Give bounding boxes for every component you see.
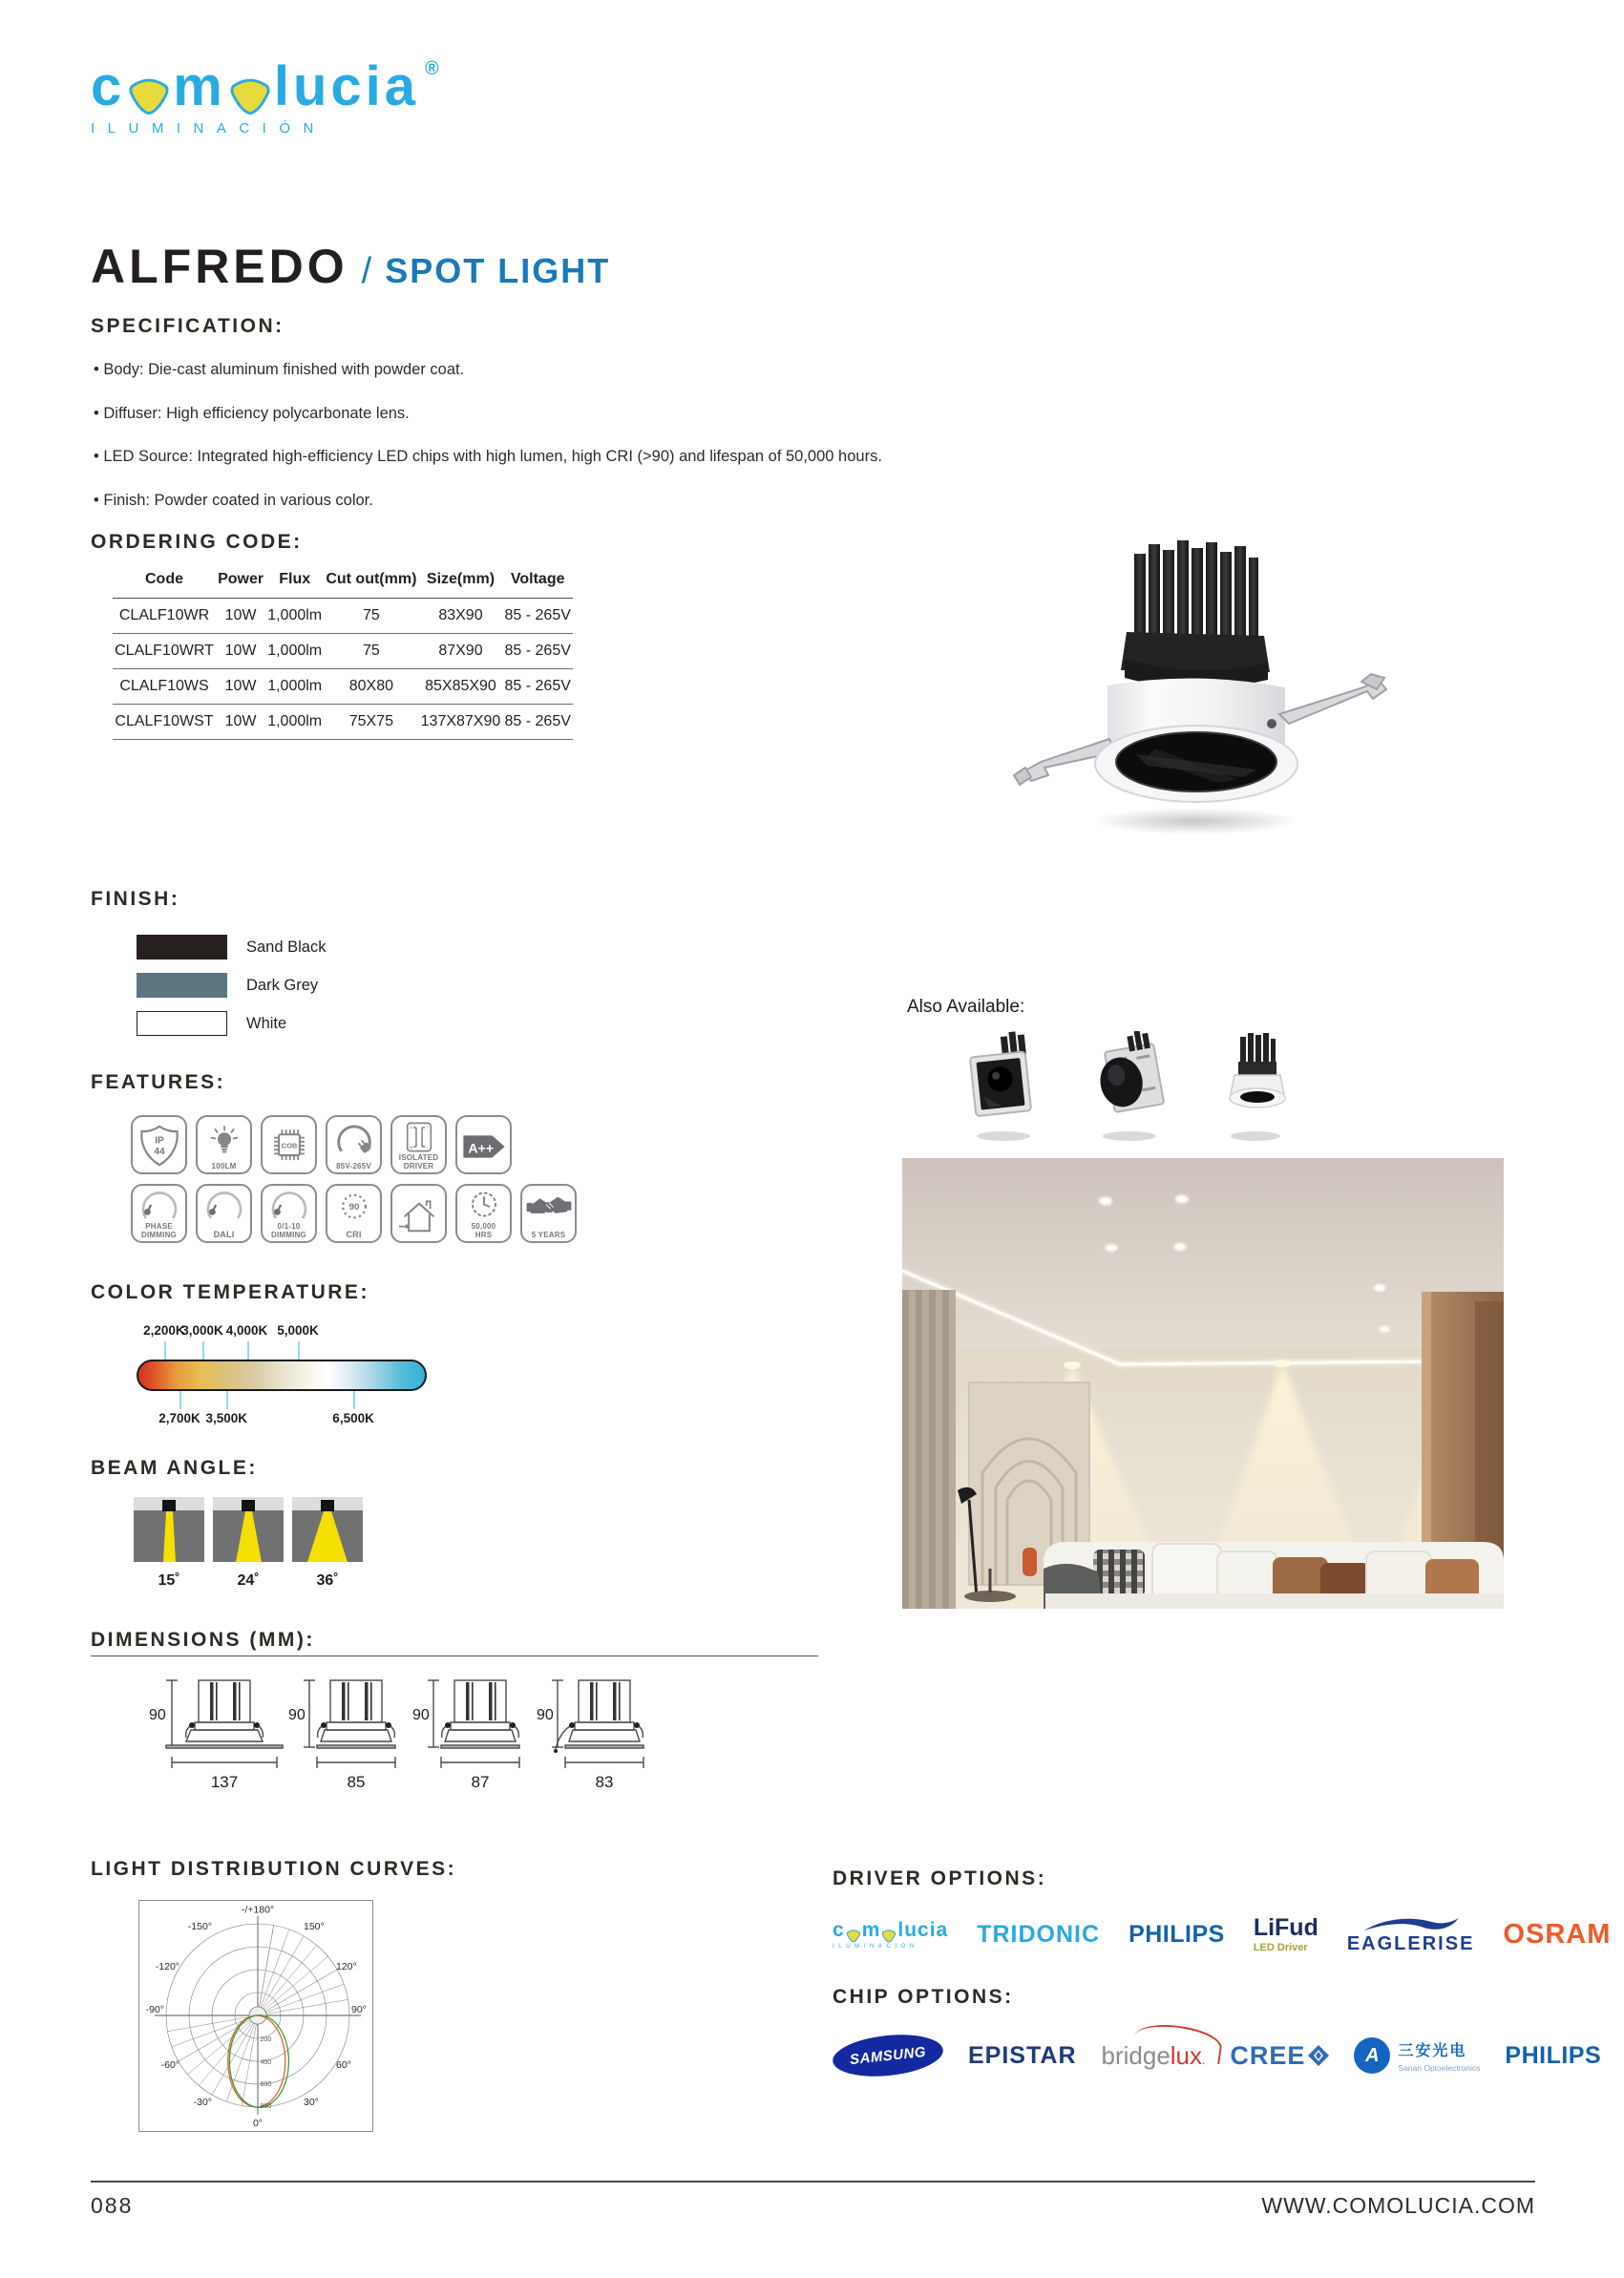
finish-label: Sand Black — [246, 938, 327, 956]
cct-label: 4,000K — [225, 1323, 268, 1338]
svg-text:90: 90 — [537, 1707, 554, 1723]
beam-diagram-24 — [213, 1497, 284, 1590]
spec-bullet: • LED Source: Integrated high-efficiency LED chips with high lumen, high CRI (>90) and lifespan of 50,000 hours. — [94, 448, 882, 465]
svg-text:-: - — [426, 1145, 428, 1150]
cct-tick — [179, 1391, 181, 1409]
brand-tagline: ILUMINACIÓN — [91, 120, 327, 137]
bridgelux-logo: bridgelux. — [1102, 2041, 1206, 2071]
feature-cob — [261, 1115, 317, 1174]
spec-bullet: • Body: Die-cast aluminum finished with powder coat. — [94, 361, 465, 378]
svg-text:30°: 30° — [304, 2097, 319, 2108]
cct-tick — [353, 1391, 355, 1409]
samsung-logo: SAMSUNG — [831, 2030, 945, 2081]
cell-cutout: 80X80 — [348, 678, 393, 694]
cell-flux: 1,000lm — [267, 713, 323, 729]
finish-option — [137, 928, 326, 966]
features-row-2 — [131, 1184, 577, 1243]
svg-text:-90°: -90° — [145, 2004, 164, 2015]
spec-bullet: • Finish: Powder coated in various color. — [94, 491, 373, 509]
registered-mark: ® — [425, 58, 443, 79]
cell-cutout: 75 — [362, 643, 380, 659]
cell-voltage: 85 - 265V — [504, 643, 571, 659]
dimmer-dial-icon — [137, 1189, 181, 1221]
spec-bullet: • Diffuser: High efficiency polycarbonate lens. — [94, 404, 410, 422]
cct-label: 3,000K — [181, 1323, 223, 1338]
feature-cri90: 90 CRI — [326, 1184, 382, 1243]
cct-label: 6,500K — [332, 1411, 374, 1425]
handshake-icon — [525, 1189, 573, 1223]
svg-text:IP: IP — [154, 1135, 164, 1147]
svg-text:L: L — [410, 1124, 412, 1129]
feature-voltage: 85V-265V — [326, 1115, 382, 1174]
svg-text:90: 90 — [288, 1707, 306, 1723]
brand-tagline: ILUMINACIÓN — [833, 1944, 918, 1950]
cell-voltage: 85 - 265V — [504, 678, 571, 694]
beam-cone-icon — [213, 1497, 284, 1562]
page-title — [91, 239, 610, 294]
beam-diagram-36 — [292, 1497, 363, 1590]
tridonic-logo: TRIDONIC — [977, 1920, 1101, 1948]
polar-diagram — [139, 1901, 372, 2131]
svg-text:120°: 120° — [336, 1961, 357, 1972]
dimension-drawing — [288, 1669, 412, 1795]
also-available-thumbnails — [960, 1031, 1299, 1144]
cree-diamond-icon — [1308, 2045, 1329, 2066]
specification-list — [94, 361, 882, 535]
col-header: Voltage — [510, 571, 565, 587]
beam-angle-value: 24˚ — [237, 1572, 260, 1589]
feature-dali: DALI — [196, 1184, 252, 1243]
svg-text:-60°: -60° — [160, 2059, 179, 2071]
logo-pick-icon — [846, 1928, 861, 1943]
cct-label: 5,000K — [277, 1323, 319, 1338]
cell-power: 10W — [224, 713, 257, 729]
col-header: Code — [145, 571, 183, 587]
cct-tick — [226, 1391, 228, 1409]
cell-voltage: 85 - 265V — [504, 607, 571, 623]
cell-power: 10W — [224, 607, 257, 623]
color-temperature-scale — [137, 1323, 427, 1428]
table-row — [113, 669, 573, 705]
cct-gradient-bar — [137, 1360, 427, 1391]
svg-text:60°: 60° — [336, 2059, 351, 2071]
dimmer-dial-icon — [202, 1189, 246, 1221]
page-number: 088 — [91, 2193, 134, 2218]
feature-ip44 — [131, 1115, 187, 1174]
cell-flux: 1,000lm — [267, 678, 323, 694]
comolucia-logo — [833, 1919, 948, 1950]
cell-code: CLALF10WRT — [115, 643, 214, 659]
features-heading: FEATURES: — [91, 1071, 226, 1093]
cell-flux: 1,000lm — [267, 643, 323, 659]
cell-code: CLALF10WS — [119, 678, 209, 694]
sanan-logo: A 三安光电 Sanan Optoelectronics — [1354, 2037, 1480, 2074]
bulb-icon — [202, 1120, 246, 1160]
svg-text:-150°: -150° — [187, 1921, 212, 1932]
driver-options-logos — [833, 1908, 1611, 1961]
website-url: WWW.COMOLUCIA.COM — [1261, 2193, 1535, 2218]
shield-icon — [135, 1120, 184, 1171]
ordering-table — [113, 565, 573, 740]
variant-photo-plate — [1086, 1031, 1173, 1144]
light-distribution-heading: LIGHT DISTRIBUTION CURVES: — [91, 1858, 457, 1880]
brand-logo — [91, 55, 443, 137]
also-available-label: Also Available: — [907, 997, 1025, 1017]
svg-text:137: 137 — [210, 1773, 239, 1791]
beam-angle-value: 36˚ — [316, 1572, 339, 1589]
svg-text:90: 90 — [348, 1202, 359, 1213]
finish-label: Dark Grey — [246, 976, 319, 994]
feature-100lm: 100LM — [196, 1115, 252, 1174]
finish-option — [137, 1004, 326, 1043]
beam-cone-icon — [292, 1497, 363, 1562]
feature-indoor-use — [390, 1184, 447, 1243]
wordmark-letters: c — [91, 55, 126, 117]
beam-diagram-15 — [134, 1497, 204, 1590]
logo-pick-icon — [881, 1928, 896, 1943]
sanan-mark: A — [1354, 2037, 1390, 2074]
col-header: Size(mm) — [426, 571, 496, 587]
chip-options-heading: CHIP OPTIONS: — [833, 1986, 1014, 2008]
title-separator: / — [361, 251, 372, 291]
brand-wordmark — [91, 55, 443, 117]
finish-label: White — [246, 1014, 287, 1032]
cct-label: 3,500K — [205, 1411, 248, 1425]
feature-0-1-10-dimming: 0/1-10 DIMMING — [261, 1184, 317, 1243]
logo-pick-icon — [127, 73, 171, 116]
cct-tick — [247, 1341, 249, 1360]
cell-power: 10W — [224, 643, 257, 659]
cree-logo: CREE — [1230, 2041, 1329, 2071]
table-row — [113, 705, 573, 740]
epistar-logo: EPISTAR — [968, 2041, 1077, 2069]
isolated-driver-icon — [400, 1120, 438, 1154]
beam-angle-value: 15˚ — [158, 1572, 180, 1589]
eaglerise-logo: EAGLERISE — [1347, 1915, 1475, 1953]
cct-label: 2,200K — [143, 1323, 185, 1338]
wordmark-letters: m — [173, 55, 226, 117]
svg-text:90: 90 — [412, 1707, 430, 1723]
svg-text:-120°: -120° — [155, 1961, 179, 1972]
cell-size: 87X90 — [438, 643, 483, 659]
driver-options-heading: DRIVER OPTIONS: — [833, 1867, 1047, 1889]
svg-text:90: 90 — [149, 1707, 166, 1723]
svg-text:N: N — [409, 1145, 412, 1150]
cct-tick — [202, 1341, 204, 1360]
dimensions-heading: DIMENSIONS (MM): — [91, 1629, 315, 1651]
svg-text:90°: 90° — [351, 2004, 367, 2015]
logo-pick-icon — [228, 73, 272, 116]
chip-options-logos — [833, 2022, 1601, 2089]
beam-angle-diagrams — [134, 1497, 363, 1590]
svg-text:-30°: -30° — [193, 2097, 212, 2108]
col-header: Power — [218, 571, 264, 587]
svg-text:-/+180°: -/+180° — [241, 1904, 275, 1916]
color-swatch-dark-grey — [137, 973, 227, 998]
features-row-1 — [131, 1115, 512, 1174]
svg-text:A++: A++ — [467, 1141, 494, 1157]
philips-logo: PHILIPS — [1128, 1920, 1225, 1948]
variant-photo-round — [1212, 1031, 1299, 1144]
table-row — [113, 599, 573, 634]
cct-tick — [164, 1341, 166, 1360]
lifud-logo: LiFud LED Driver — [1253, 1913, 1318, 1953]
cell-size: 85X85X90 — [425, 678, 496, 694]
wordmark-letters: lucia — [273, 55, 420, 117]
svg-text:+: + — [426, 1124, 429, 1129]
svg-text:0°: 0° — [252, 2118, 264, 2129]
cell-size: 83X90 — [438, 607, 483, 623]
cell-size: 137X87X90 — [420, 713, 501, 729]
svg-text:83: 83 — [595, 1773, 614, 1791]
feature-lifespan: 50,000 HRS — [455, 1184, 512, 1243]
dimension-drawing — [143, 1669, 288, 1795]
svg-text:800: 800 — [260, 2103, 272, 2110]
col-header: Flux — [279, 571, 311, 587]
cell-cutout: 75X75 — [348, 713, 393, 729]
product-photo — [993, 537, 1403, 840]
dimension-drawing — [412, 1669, 537, 1795]
svg-text:87: 87 — [471, 1773, 490, 1791]
energy-label-icon — [460, 1132, 508, 1161]
feature-warranty: 5 YEARS — [520, 1184, 577, 1243]
wordmark-letters: m — [861, 1919, 881, 1941]
svg-text:85: 85 — [347, 1773, 366, 1791]
color-temperature-heading: COLOR TEMPERATURE: — [91, 1281, 369, 1303]
plug-icon — [332, 1120, 376, 1158]
feature-phase-dimming: PHASE DIMMING — [131, 1184, 187, 1243]
svg-text:400: 400 — [260, 2059, 272, 2066]
osram-logo: OSRAM — [1503, 1918, 1612, 1950]
dimension-drawing — [537, 1669, 661, 1795]
table-row — [113, 634, 573, 669]
cell-code: CLALF10WST — [115, 713, 214, 729]
color-swatch-white — [137, 1011, 227, 1036]
beam-angle-heading: BEAM ANGLE: — [91, 1457, 258, 1479]
finish-heading: FINISH: — [91, 888, 180, 910]
cell-voltage: 85 - 265V — [504, 713, 571, 729]
feature-isolated-driver: L N + - ISOLATED DRIVER — [390, 1115, 447, 1174]
svg-text:150°: 150° — [304, 1921, 325, 1932]
cell-flux: 1,000lm — [267, 607, 323, 623]
svg-text:COB: COB — [281, 1141, 297, 1150]
polar-chart — [138, 1900, 373, 2132]
cri-circle-icon — [332, 1189, 376, 1227]
product-name: ALFREDO — [91, 240, 348, 293]
product-category: SPOT LIGHT — [385, 251, 611, 290]
specification-heading: SPECIFICATION: — [91, 315, 285, 337]
svg-text:600: 600 — [260, 2081, 272, 2088]
table-header-row — [113, 565, 573, 599]
clock-icon — [464, 1189, 504, 1223]
wordmark-letters: c — [833, 1919, 845, 1941]
feature-energy-class — [455, 1115, 512, 1174]
application-photo — [902, 1158, 1504, 1609]
cell-power: 10W — [224, 678, 257, 694]
svg-text:44: 44 — [153, 1147, 165, 1158]
dimension-drawings — [143, 1669, 661, 1795]
footer-divider — [91, 2181, 1535, 2183]
philips-logo: PHILIPS — [1505, 2041, 1602, 2069]
cob-chip-icon — [264, 1120, 314, 1171]
eagle-swoosh-icon — [1359, 1915, 1464, 1934]
finish-options — [137, 928, 326, 1043]
cct-label: 2,700K — [158, 1411, 200, 1425]
cct-tick — [298, 1341, 300, 1360]
svg-text:200: 200 — [260, 2036, 272, 2043]
house-icon — [396, 1193, 442, 1237]
cell-cutout: 75 — [362, 607, 380, 623]
dimmer-dial-icon — [267, 1189, 311, 1221]
wordmark-letters: lucia — [897, 1919, 949, 1941]
beam-cone-icon — [134, 1497, 204, 1562]
variant-photo-square — [960, 1031, 1047, 1144]
color-swatch-sand-black — [137, 935, 227, 960]
cell-code: CLALF10WR — [118, 607, 210, 623]
ordering-heading: ORDERING CODE: — [91, 531, 303, 553]
finish-option — [137, 966, 326, 1004]
col-header: Cut out(mm) — [326, 571, 417, 587]
